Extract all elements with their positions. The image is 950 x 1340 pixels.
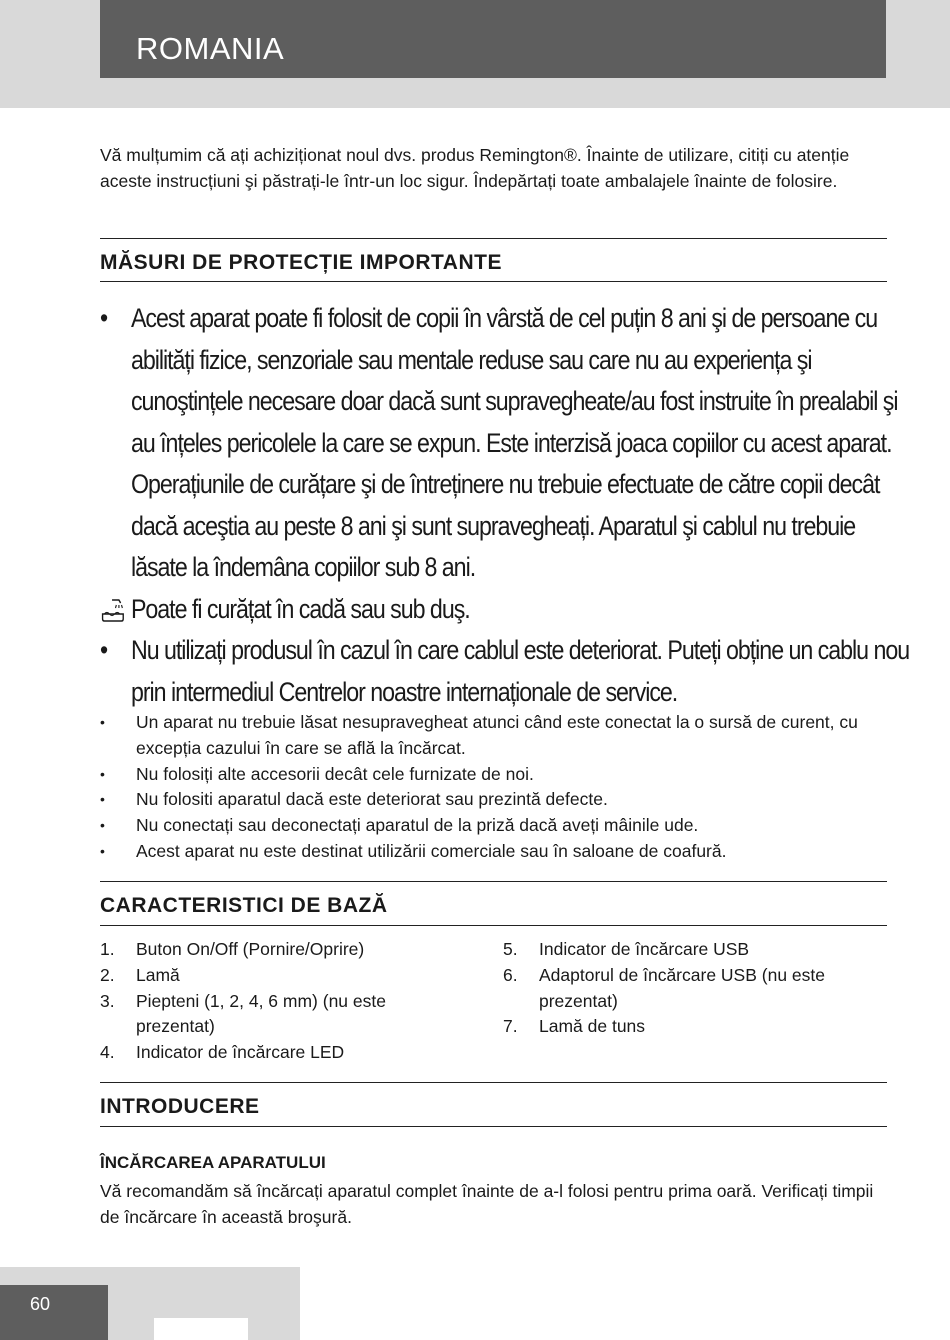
list-item xyxy=(100,1040,430,1066)
list-item-text: Acest aparat poate fi folosit de copii în vârstă de cel puțin 8 ani şi de persoane cu abilități fizice, senzoriale sau mentale reduse sau care nu au experiența şi cunoştințele necesare doar dacă sunt supravegheate/au fost instruite în prealabil şi au înțeles pericolele la care se expun. Este interzisă joaca copiilor cu acest aparat. Operațiunile de curățare şi de întreținere nu trebuie efectuate de către copii decât dacă aceştia au peste 8 ani şi sunt supravegheați. Aparatul şi cablul nu trebuie lăsate la îndemâna copiilor sub 8 ani. xyxy=(130,303,898,582)
features-heading: CARACTERISTICI DE BAZĂ xyxy=(100,894,388,917)
list-item-text: Piepteni (1, 2, 4, 6 mm) (nu este prezentat) xyxy=(136,990,386,1037)
page-number: 60 xyxy=(30,1294,51,1314)
bullet: • xyxy=(100,791,105,808)
item-number: 7. xyxy=(503,1016,518,1037)
list-item xyxy=(100,963,430,989)
divider xyxy=(100,881,887,882)
safety-large-list xyxy=(100,298,910,713)
bullet: • xyxy=(100,817,105,834)
safety-heading: MĂSURI DE PROTECȚIE IMPORTANTE xyxy=(100,251,502,274)
features-list-left xyxy=(100,937,430,1066)
list-item-text: Acest aparat nu este destinat utilizării comerciale sau în saloane de coafură. xyxy=(136,840,727,861)
divider xyxy=(100,281,887,282)
list-item xyxy=(100,710,890,762)
list-item-text: Un aparat nu trebuie lăsat nesupravegheat atunci când este conectat la o sursă de curent, cu excepția cazului în care se află la încărcat. xyxy=(136,712,858,758)
language-title: ROMANIA xyxy=(136,31,285,66)
divider xyxy=(100,1082,887,1083)
item-number: 6. xyxy=(503,964,518,985)
page-number-box xyxy=(0,1285,108,1340)
list-item xyxy=(100,589,910,631)
list-item xyxy=(100,298,910,589)
bullet: • xyxy=(100,303,108,333)
item-number: 3. xyxy=(100,990,115,1011)
list-item-text: Nu folositi aparatul dacă este deteriorat sau prezintă defecte. xyxy=(136,789,608,810)
list-item-text: Indicator de încărcare LED xyxy=(136,1042,345,1063)
list-item-text: Nu folosiți alte accesorii decât cele furnizate de noi. xyxy=(136,763,534,784)
features-list-right xyxy=(503,937,873,1040)
charging-subheading: ÎNCĂRCAREA APARATULUI xyxy=(100,1153,326,1172)
safety-small-list xyxy=(100,710,890,865)
list-item xyxy=(100,839,890,865)
list-item-text: Nu utilizați produsul în cazul în care cablul este deteriorat. Puteți obține un cablu nou prin intermediul Centrelor noastre internaționale de service. xyxy=(130,635,910,707)
bullet: • xyxy=(100,714,105,730)
list-item xyxy=(503,963,873,1015)
item-number: 4. xyxy=(100,1042,115,1063)
divider xyxy=(100,238,887,239)
list-item-text: Nu conectați sau deconectați aparatul de la priză dacă aveți mâinile ude. xyxy=(136,815,699,836)
list-item xyxy=(100,989,430,1041)
list-item xyxy=(100,787,890,813)
list-item xyxy=(100,813,890,839)
item-number: 1. xyxy=(100,939,115,959)
divider xyxy=(100,1126,887,1127)
list-item xyxy=(100,762,890,788)
charging-paragraph: Vă recomandăm să încărcați aparatul complet înainte de a-l folosi pentru prima oară. Verificați timpii de încărcare în această broşură. xyxy=(100,1181,874,1227)
list-item-text: Adaptorul de încărcare USB (nu este prezentat) xyxy=(539,964,825,1011)
bullet: • xyxy=(100,635,108,665)
bullet: • xyxy=(100,765,105,782)
list-item-text: Indicator de încărcare USB xyxy=(539,939,750,959)
item-number: 5. xyxy=(503,939,518,959)
list-item xyxy=(503,937,873,963)
shower-washable-icon xyxy=(100,597,126,623)
item-number: 2. xyxy=(100,964,115,985)
list-item xyxy=(503,1014,873,1040)
list-item-text: Lamă xyxy=(136,964,180,985)
introducere-heading: INTRODUCERE xyxy=(100,1095,260,1118)
divider xyxy=(100,925,887,926)
list-item xyxy=(100,937,430,963)
list-item-text: Poate fi curățat în cadă sau sub duş. xyxy=(130,593,470,624)
intro-paragraph: Vă mulțumim că ați achiziționat noul dvs. produs Remington®. Înainte de utilizare, citiți cu atenție aceste instrucțiuni şi păstrați-le într-un loc sigur. Îndepărtați toate ambalajele înainte de folosire. xyxy=(100,145,850,191)
list-item-text: Lamă de tuns xyxy=(539,1016,646,1037)
bullet: • xyxy=(100,842,105,859)
list-item xyxy=(100,630,910,713)
language-title-bar xyxy=(100,0,886,78)
footer-mark xyxy=(154,1318,248,1340)
list-item-text: Buton On/Off (Pornire/Oprire) xyxy=(136,939,365,959)
